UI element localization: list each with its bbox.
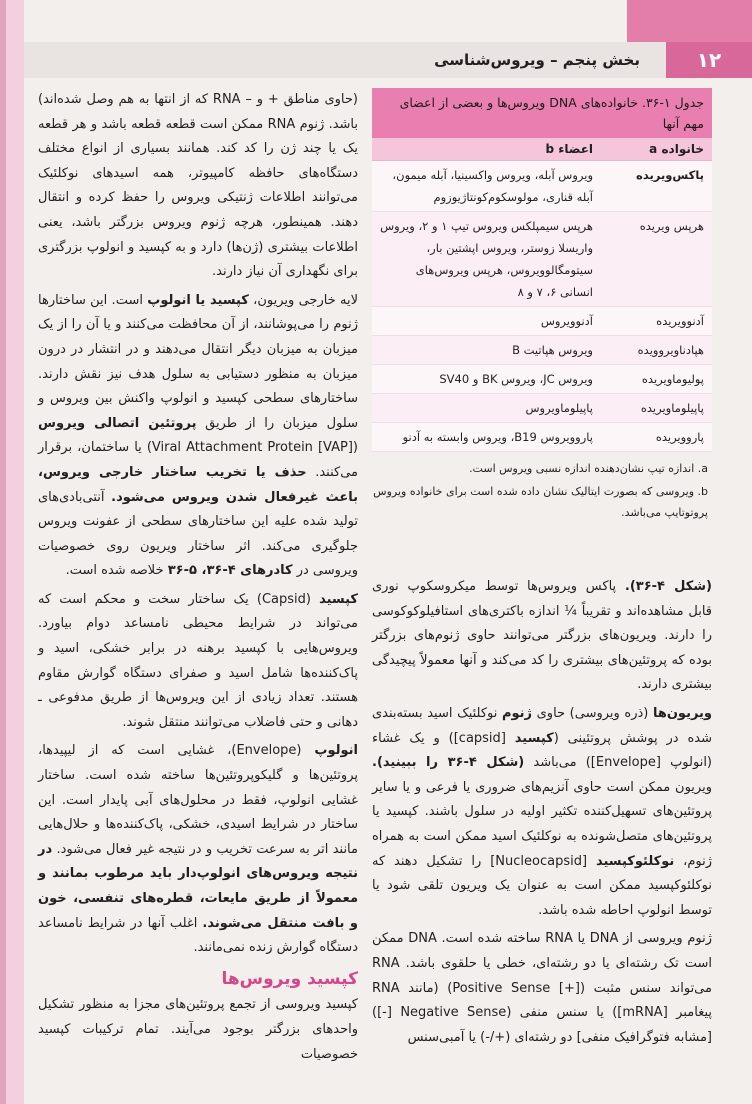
members-cell: ویروس هپاتیت B [372, 336, 601, 365]
table-note-b: b. ویروسی که بصورت ایتالیک نشان داده شده است برای خانواده ویروس پروتوتایپ می‌باشد. [373, 485, 708, 519]
table-caption: جدول ۱-۳۶. خانواده‌های DNA ویروس‌ها و بعضی از اعضای مهم آنها [372, 88, 712, 138]
text: (Viral Attachment Protein [VAP]) یا ساختمان، برقرار می‌کنند. [38, 440, 359, 480]
term-capsid-envelope: کپسید یا انولوپ [147, 292, 249, 308]
page-number: ۱۲ [666, 42, 752, 78]
emphasis-text: حذف یا تخریب ساختار خارجی ویروس، باعث غیرفعال شدن ویروس می‌شود. [38, 464, 358, 505]
emphasis-text: در نتیجه ویروس‌های انولوپ‌دار باید مرطوب بمانند و معمولاً از طریق مایعات، قطره‌های تنفسی، خون و بافت منتقل می‌شوند. [38, 841, 358, 931]
term-genome: ژنوم [501, 705, 533, 721]
paragraph: (حاوی مناطق + و – RNA که از انتها به هم وصل شده‌اند) باشد. ژنوم RNA ممکن است قطعه قطعه باشد و هر قطعه یک یا چند ژن را کد کند. همانند بسیاری از انواع مختلف دستگاه‌های حافظه کامپیوتر، همه اسیدهای نوکلئیک می‌توانند اطلاعات ژنتیکی ویروس را حفظ کرده و انتقال دهند. همینطور، هرچه ژنوم ویروس بزرگتر باشد، یعنی اطلاعات بیشتری (ژن‌ها) دارد و به کپسید و انولوپ بزرگتری برای نگهداری آن نیاز دارند. [38, 92, 358, 280]
members-cell: پاروویروس B19، ویروس وابسته به آدنو [372, 423, 601, 452]
right-column [372, 575, 712, 1054]
table-row [372, 365, 712, 394]
paragraph-capsid [38, 588, 358, 736]
members-cell: آدنوویروس [372, 307, 601, 336]
table-row [372, 161, 712, 212]
table-row [372, 212, 712, 307]
members-cell: ویروس آبله، ویروس واکسینیا، آبله میمون، آبله قناری، مولوسکوم‌کونتاژیوزوم [372, 161, 601, 212]
table-row [372, 394, 712, 423]
table-note-a: a. اندازه تیپ نشان‌دهنده اندازه نسبی ویروس است. [469, 462, 708, 475]
left-column [38, 88, 358, 1071]
term-capsid: کپسید [514, 730, 554, 746]
text: لایه خارجی ویریون، [248, 292, 358, 308]
text: (Envelope)، غشایی است که از لیپیدها، پروتئین‌ها و گلیکوپروتئین‌ها ساخته شده است. ساختار غشایی انولوپ، فقط در محلول‌های آبی پایدار است. این ساختار در شرایط اسیدی، خشکی، پاک‌کننده‌ها و حلال‌هایی مانند اتر به سرعت تخریب و در نتیجه غیر فعال می‌شود. [38, 743, 358, 857]
family-cell: آدنوویریده [601, 307, 712, 336]
term-capsid: کپسید [319, 591, 358, 607]
header-tab [627, 0, 752, 42]
members-cell: ویروس JC، ویروس BK و SV40 [372, 365, 601, 394]
term-vap: پروتئین اتصالی ویروس [38, 415, 197, 431]
table-row [372, 336, 712, 365]
figure-reference: (شکل ۴-۳۶). [624, 579, 712, 594]
figure-reference: (شکل ۴-۳۶ را ببینید). [372, 755, 525, 771]
text: پاکس ویروس‌ها توسط میکروسکوپ نوری قابل مشاهده‌اند و تقریباً ¼ اندازه باکتری‌های استافیلوکوکوسی را دارند. ویریون‌های بزرگتر می‌توانند حاوی ژنوم‌های بزرگتر بوده که پروتئین‌های بیشتری را کد می‌کند و آنها معمولاً پیچیدگی بیشتری دارند. [372, 579, 712, 693]
running-header-title: بخش پنجم – ویروس‌شناسی [434, 51, 640, 69]
members-cell: پاپیلوماویروس [372, 394, 601, 423]
term-envelope: انولوپ [314, 743, 358, 759]
col-header-members: اعضاء b [372, 138, 601, 161]
header-bar [24, 42, 752, 78]
table-header-row [372, 138, 712, 161]
paragraph-outer-layer [38, 289, 358, 584]
text: خلاصه شده است. [65, 563, 168, 579]
paragraph-genome: ژنوم ویروسی از DNA یا RNA ساخته شده است. DNA ممکن است تک رشته‌ای یا دو رشته‌ای، خطی یا حلقوی باشد. RNA می‌تواند سنس مثبت ([+] Positive Sense) (مانند RNA پیغامبر [mRNA]) یا سنس منفی (Negative Sense [-]) [مشابه فتوگرافیک منفی] دو رشته‌ای (+/-) یا آمبی‌سنس [372, 931, 713, 1045]
paragraph-poxvirus [372, 575, 712, 698]
paragraph: کپسید ویروسی از تجمع پروتئین‌های مجزا به منظور تشکیل واحدهای بزرگتر بوجود می‌آیند. تمام ترکیبات کپسید خصوصیات [38, 997, 358, 1062]
text: [capsid]) و یک غشاء (انولوپ [Envelope]) می‌باشد [372, 730, 713, 771]
text: ویریون ممکن است حاوی آنزیم‌های ضروری یا فرعی و یا سایر پروتئین‌های تسهیل‌کننده تکثیر اولیه در سلول باشند. کپسید یا پروتئین‌های متصل‌شونده به نوکلئیک اسید ممکن است به همراه ژنوم، [372, 779, 712, 869]
text: اغلب آنها در شرایط نامساعد دستگاه گوارش زنده نمی‌مانند. [38, 915, 358, 956]
text: است. این ساختارها ژنوم را می‌پوشانند، از آن محافظت می‌کنند و یا آن را از یک میزبان به میزبان دیگر انتقال می‌دهند و در انتشار در درون میزبان به منظور دستیابی به سلول هدف نیز نقش دارند. ساختارهای سطحی کپسید و انولوپ واکنش بین ویروس و سلول میزبان را از طریق [38, 292, 358, 431]
family-cell: هپادناویروویده [601, 336, 712, 365]
box-reference: کادرهای ۴-۳۶، ۵-۳۶ [167, 563, 293, 579]
table-notes [372, 458, 712, 523]
sidebar-accent-line [0, 0, 6, 1104]
table [372, 138, 712, 452]
dna-virus-table [372, 88, 712, 525]
text: نوکلئیک اسید بسته‌بندی شده در پوشش پروتئینی ( [372, 705, 712, 746]
family-cell: پاکس‌ویریده [601, 161, 712, 212]
family-cell: پولیوماویریده [601, 365, 712, 394]
text: (ذره ویروسی) حاوی [532, 705, 653, 721]
members-cell: هرپس سیمپلکس ویروس تیپ ۱ و ۲، ویروس واریسلا زوستر، ویروس اپشتین بار، سیتومگالوویروس، هرپس ویروس‌های انسانی ۶، ۷ و ۸ [372, 212, 601, 307]
term-nucleocapsid: نوکلئوکپسید [595, 853, 675, 869]
paragraph-envelope [38, 739, 358, 960]
text: (Capsid) یک ساختار سخت و محکم است که می‌تواند در شرایط محیطی نامساعد دوام بیاورد. ویروس‌هایی با کپسید برهنه در برابر خشکی، اسید و پاک‌کننده‌ها شامل اسید و صفرای دستگاه گوارش مقاوم هستند. تعداد زیادی از این ویروس‌ها از طریق مدفوعی ـ دهانی و حتی فاضلاب می‌توانند منتقل شوند. [38, 591, 358, 730]
family-cell: پاپیلوماویریده [601, 394, 712, 423]
table-row [372, 307, 712, 336]
text: [Nucleocapsid] را تشکیل دهند که نوکلئوکپسید ممکن است به عنوان یک ویریون تلقی شود یا توسط انولوپ احاطه شده باشد. [372, 853, 712, 918]
table-row [372, 423, 712, 452]
section-heading: کپسید ویروس‌ها [221, 968, 358, 989]
term-virion: ویریون‌ها [652, 705, 713, 721]
family-cell: هرپس ویریده [601, 212, 712, 307]
col-header-family: خانواده a [601, 138, 712, 161]
family-cell: پاروویریده [601, 423, 712, 452]
paragraph-virion [372, 702, 712, 923]
text: آنتی‌بادی‌های تولید شده علیه این ساختارهای سطحی از عفونت ویروس جلوگیری می‌کند. اثر ساختار ویریون روی خصوصیات ویروسی در [38, 489, 358, 579]
